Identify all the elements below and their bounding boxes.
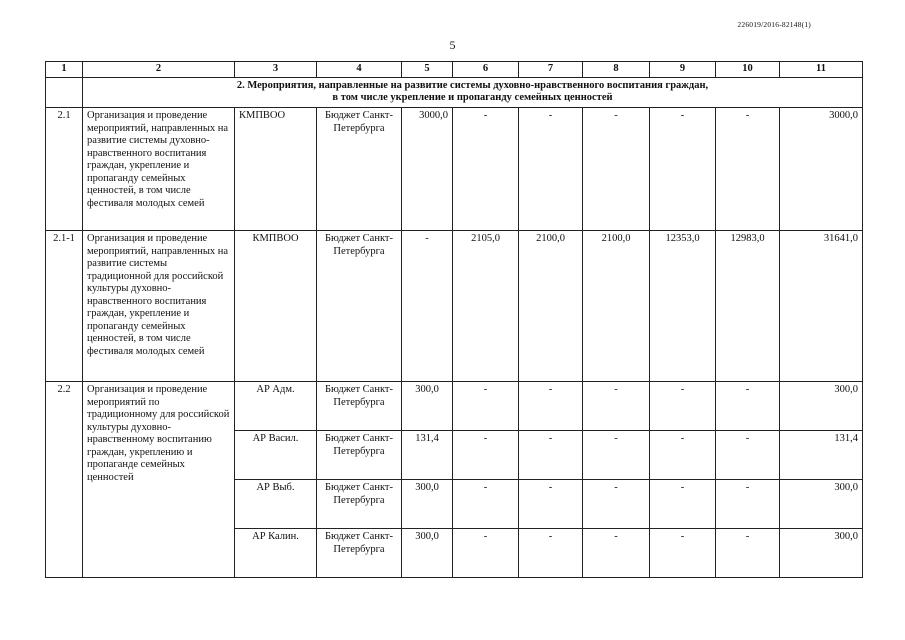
amount-col-7: - <box>519 431 583 480</box>
funding-source: Бюджет Санкт-Петербурга <box>317 108 402 231</box>
column-number: 11 <box>780 62 863 78</box>
amount-col-8: 2100,0 <box>583 231 650 382</box>
column-number: 7 <box>519 62 583 78</box>
amount-col-8: - <box>583 480 650 529</box>
amount-col-8: - <box>583 382 650 431</box>
amount-col-8: - <box>583 431 650 480</box>
amount-col-5: 131,4 <box>402 431 453 480</box>
amount-col-11: 300,0 <box>780 480 863 529</box>
funding-source: Бюджет Санкт-Петербурга <box>317 529 402 578</box>
row-number: 2.2 <box>46 382 83 578</box>
executor: КМПВОО <box>235 108 317 231</box>
section-header-row <box>46 78 863 108</box>
amount-col-9: - <box>650 529 716 578</box>
amount-col-8: - <box>583 108 650 231</box>
amount-col-9: - <box>650 431 716 480</box>
section-title <box>83 78 863 108</box>
activities-table <box>45 61 863 578</box>
funding-source: Бюджет Санкт-Петербурга <box>317 431 402 480</box>
column-number: 6 <box>453 62 519 78</box>
column-number-row <box>46 62 863 78</box>
amount-col-5: 300,0 <box>402 529 453 578</box>
amount-col-7: - <box>519 108 583 231</box>
amount-col-5: 300,0 <box>402 480 453 529</box>
amount-col-11: 300,0 <box>780 382 863 431</box>
funding-source: Бюджет Санкт-Петербурга <box>317 382 402 431</box>
amount-col-9: 12353,0 <box>650 231 716 382</box>
column-number: 10 <box>716 62 780 78</box>
amount-col-7: - <box>519 480 583 529</box>
row-number: 2.1-1 <box>46 231 83 382</box>
activity-name: Организация и проведение мероприятий по традиционному для российской культуры духовно-нравственному воспитанию граждан, укреплению и пропаганде семейных ценностей <box>83 382 235 578</box>
executor: КМПВОО <box>235 231 317 382</box>
amount-col-9: - <box>650 480 716 529</box>
document-id: 226019/2016-82148(1) <box>737 20 811 29</box>
amount-col-6: - <box>453 108 519 231</box>
table-row <box>46 231 863 382</box>
amount-col-6: - <box>453 529 519 578</box>
amount-col-6: - <box>453 480 519 529</box>
amount-col-7: 2100,0 <box>519 231 583 382</box>
column-number: 5 <box>402 62 453 78</box>
executor: АР Васил. <box>235 431 317 480</box>
amount-col-10: - <box>716 431 780 480</box>
table-row <box>46 108 863 231</box>
activity-name: Организация и проведение мероприятий, направленных на развитие системы традиционной для российской культуры духовно-нравственного воспитания граждан, укрепление и пропаганду семейных ценностей, в том числе фестиваля молодых семей <box>83 231 235 382</box>
column-number: 3 <box>235 62 317 78</box>
amount-col-10: - <box>716 480 780 529</box>
section-title-line-2: в том числе укрепление и пропаганду семейных ценностей <box>332 92 613 103</box>
amount-col-6: - <box>453 431 519 480</box>
amount-col-11: 131,4 <box>780 431 863 480</box>
amount-col-7: - <box>519 382 583 431</box>
executor: АР Адм. <box>235 382 317 431</box>
amount-col-7: - <box>519 529 583 578</box>
executor: АР Выб. <box>235 480 317 529</box>
amount-col-10: - <box>716 529 780 578</box>
amount-col-9: - <box>650 382 716 431</box>
amount-col-5: 3000,0 <box>402 108 453 231</box>
amount-col-11: 300,0 <box>780 529 863 578</box>
amount-col-5: 300,0 <box>402 382 453 431</box>
funding-source: Бюджет Санкт-Петербурга <box>317 480 402 529</box>
column-number: 2 <box>83 62 235 78</box>
amount-col-11: 31641,0 <box>780 231 863 382</box>
column-1-blank <box>46 78 83 108</box>
amount-col-10: 12983,0 <box>716 231 780 382</box>
column-number: 8 <box>583 62 650 78</box>
table-row <box>46 382 863 431</box>
column-number: 9 <box>650 62 716 78</box>
page-number: 5 <box>449 38 456 52</box>
amount-col-9: - <box>650 108 716 231</box>
amount-col-6: 2105,0 <box>453 231 519 382</box>
amount-col-5: - <box>402 231 453 382</box>
amount-col-10: - <box>716 382 780 431</box>
funding-source: Бюджет Санкт-Петербурга <box>317 231 402 382</box>
amount-col-11: 3000,0 <box>780 108 863 231</box>
row-number: 2.1 <box>46 108 83 231</box>
amount-col-6: - <box>453 382 519 431</box>
executor: АР Калин. <box>235 529 317 578</box>
amount-col-10: - <box>716 108 780 231</box>
section-title-line-1: 2. Мероприятия, направленные на развитие системы духовно-нравственного воспитания граждан, <box>236 80 709 91</box>
column-number: 4 <box>317 62 402 78</box>
column-number: 1 <box>46 62 83 78</box>
amount-col-8: - <box>583 529 650 578</box>
activity-name: Организация и проведение мероприятий, направленных на развитие системы духовно-нравственного воспитания граждан, укрепление и пропаганду семейных ценностей, в том числе фестиваля молодых семей <box>83 108 235 231</box>
